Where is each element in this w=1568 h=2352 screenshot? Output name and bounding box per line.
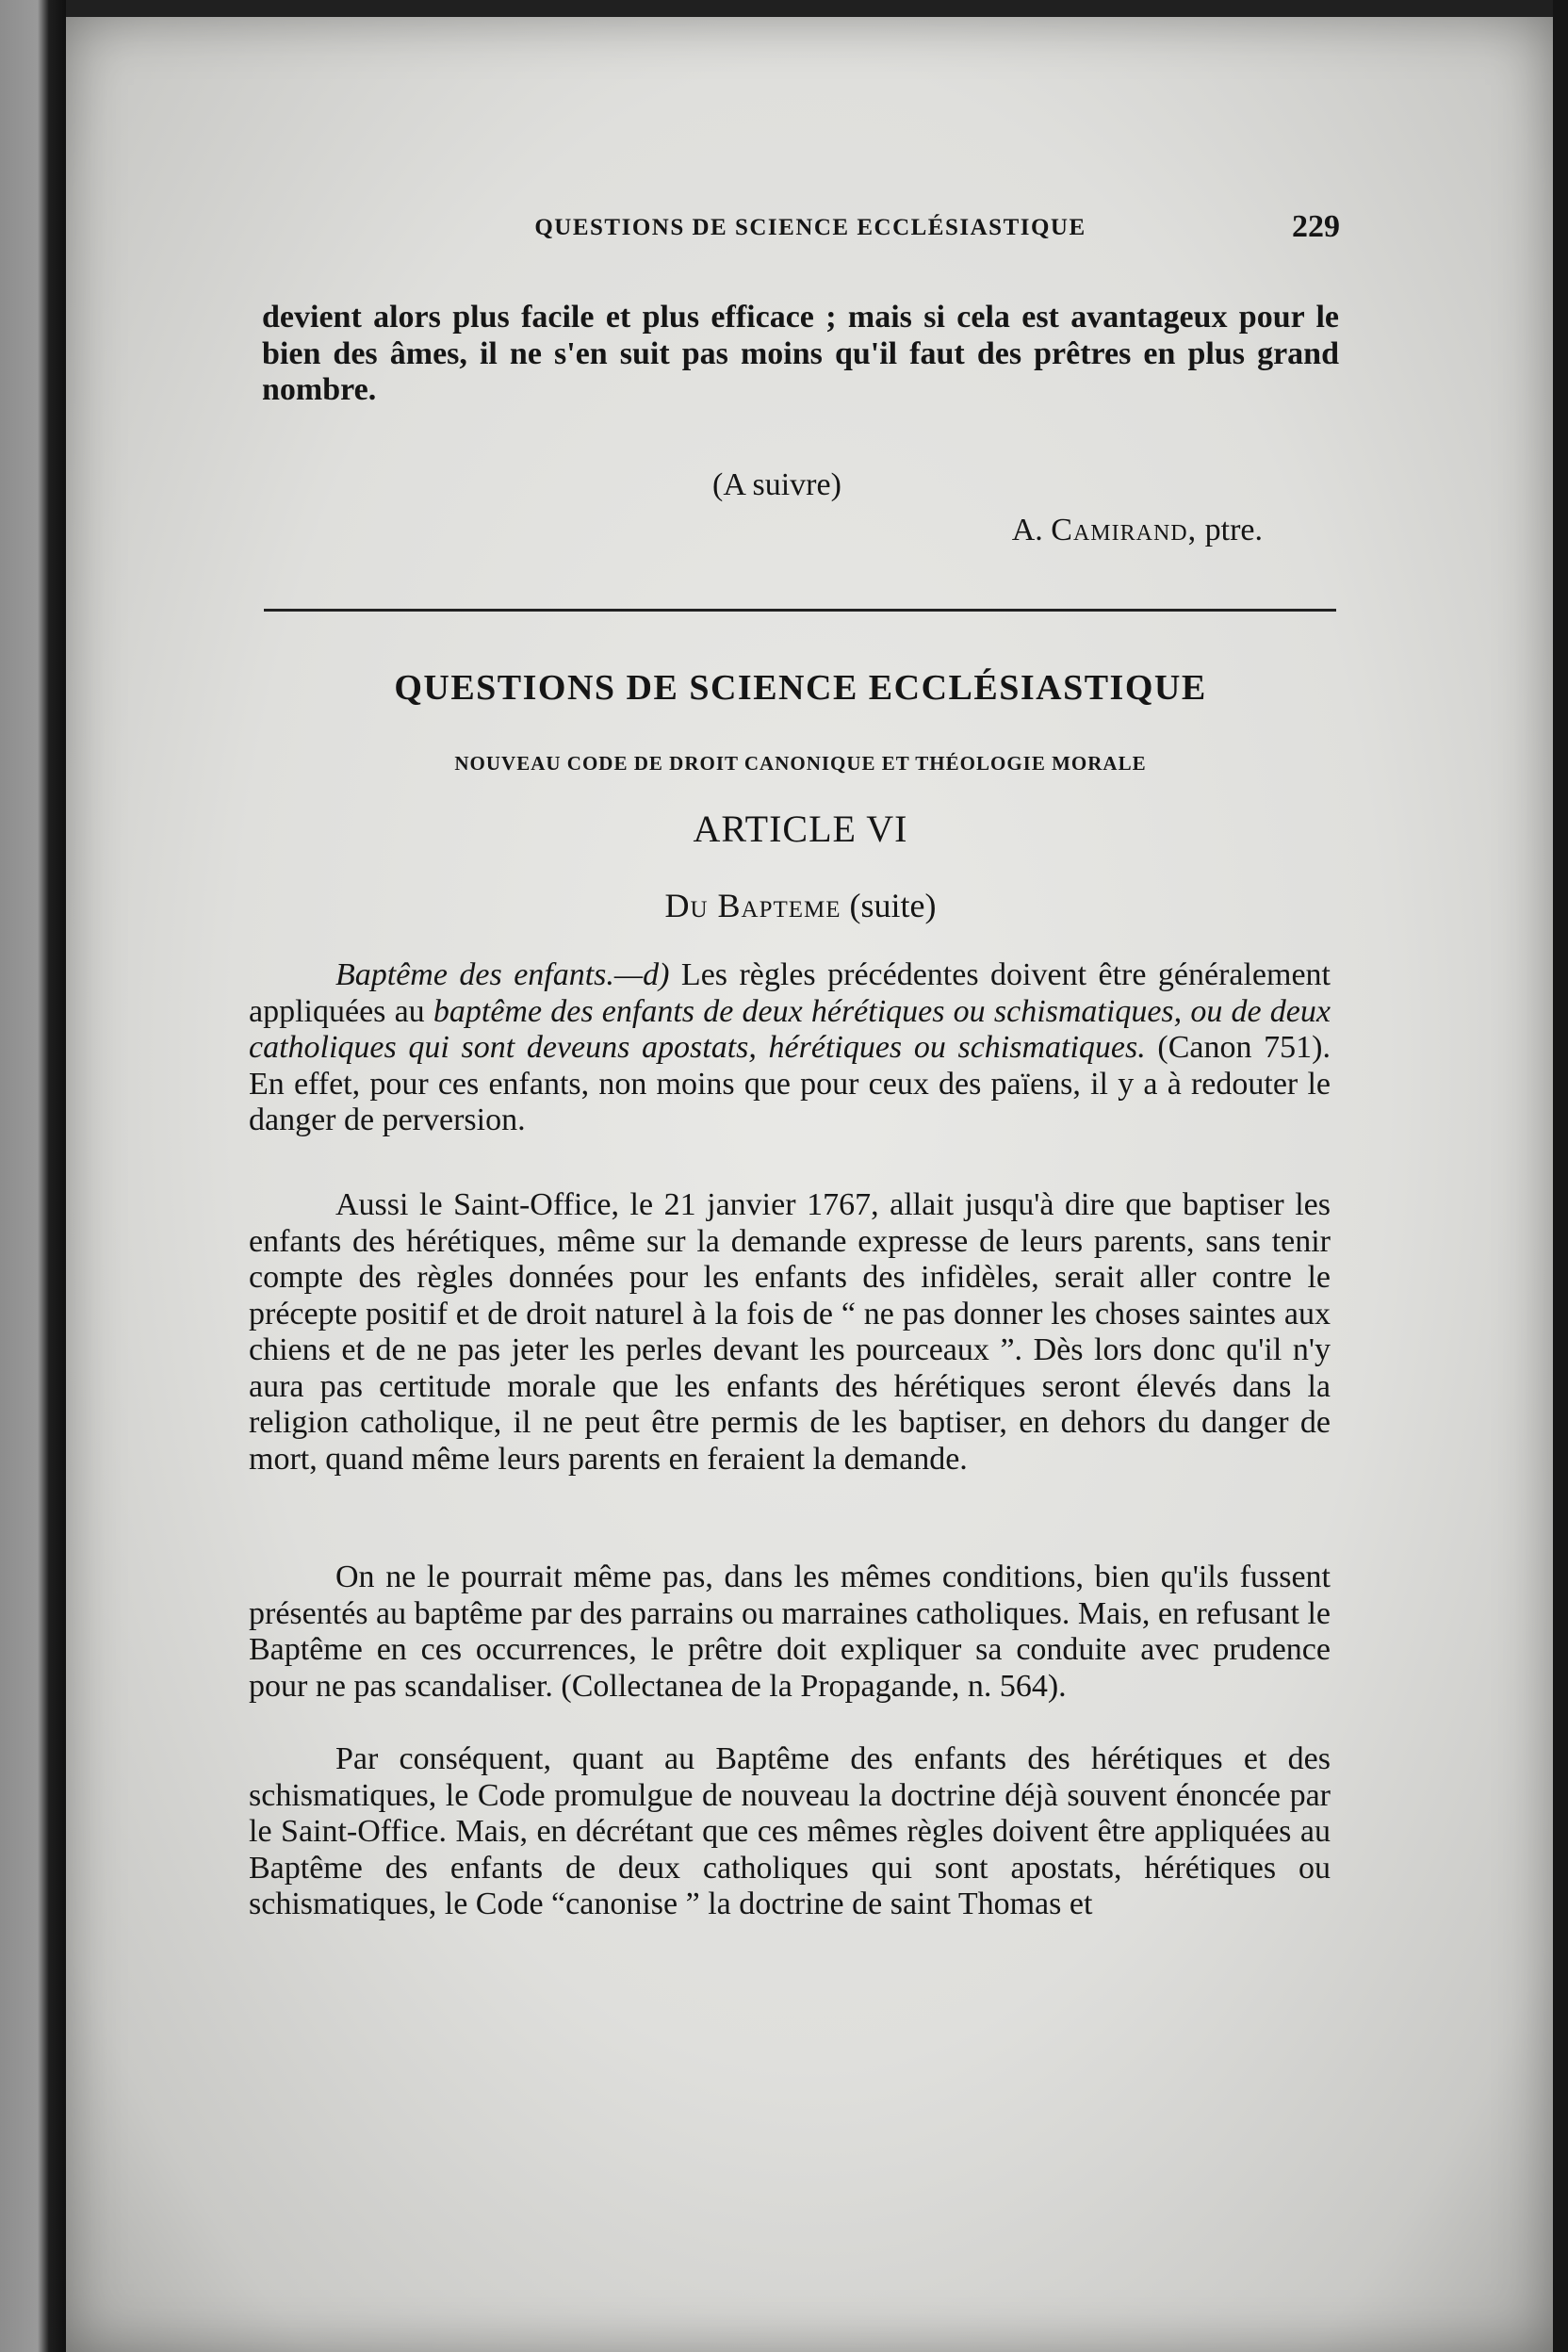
body-paragraph-4: Par conséquent, quant au Baptême des enfants des hérétiques et des schismatiques, le Code promulgue de nouveau la doctrine déjà souvent énoncée par le Saint-Office. Mais, en décrétant que ces mêmes règles doivent être appliquées au Baptême des enfants de deux catholiques qui sont apostats, hérétiques ou schismatiques, le Code “canonise ” la doctrine de saint Thomas et: [249, 1741, 1331, 1921]
author-title: ptre.: [1204, 513, 1263, 547]
body-paragraph-1: [249, 957, 1331, 1139]
article-title: QUESTIONS DE SCIENCE ECCLÉSIASTIQUE: [394, 668, 1207, 708]
paragraph-1-italic-text: baptême des enfants de deux hérétiques ou schismatiques, ou de deux catholiques qui sont deveuns apostats, hérétiques ou schismatiques.: [249, 993, 1331, 1065]
running-title: QUESTIONS DE SCIENCE ECCLÉSIASTIQUE: [534, 215, 1086, 240]
article-subtitle: NOUVEAU CODE DE DROIT CANONIQUE ET THÉOLOGIE MORALE: [454, 752, 1147, 775]
to-be-continued-note: (A suivre): [712, 467, 841, 502]
book-spine-edge: [0, 0, 66, 2352]
body-paragraph-2: Aussi le Saint-Office, le 21 janvier 1767, allait jusqu'à dire que baptiser les enfants des hérétiques, même sur la demande expresse de leurs parents, sans tenir compte des règles données pour les enfants des infidèles, serait aller contre le précepte positif et de droit naturel à la fois de “ ne pas donner les choses saintes aux chiens et de ne pas jeter les perles devant les pourceaux ”. Dès lors donc qu'il n'y aura pas certitude morale que les enfants des hérétiques seront élevés dans la religion catholique, il ne peut être permis de les baptiser, en dehors du danger de mort, quand même leurs parents en feraient la demande.: [249, 1187, 1331, 1477]
previous-article-closing-text: devient alors plus facile et plus efficace ; mais si cela est avantageux pour le bien des âmes, il ne s'en suit pas moins qu'il faut des prêtres en plus grand nombre.: [262, 300, 1339, 407]
author-signature: [923, 513, 1263, 548]
author-name: Camirand,: [1051, 513, 1198, 547]
paragraph-1-text-b: (Canon 751). En effet, pour ces enfants, non moins que pour ceux des païens, il y a à redouter le danger de perversion.: [249, 1030, 1331, 1137]
body-paragraph-3: On ne le pourrait même pas, dans les mêmes conditions, bien qu'ils fussent présentés au baptême par des parrains ou marraines catholiques. Mais, en refusant le Baptême en ces occurrences, le prêtre doit expliquer sa conduite avec prudence pour ne pas scandaliser. (Collectanea de la Propagande, n. 564).: [249, 1560, 1331, 1704]
article-number: ARTICLE VI: [693, 808, 908, 850]
section-divider-rule: [264, 609, 1336, 612]
paragraph-1-text-a: Les règles précédentes doivent être généralement appliquées au: [249, 957, 1331, 1029]
page-right-edge: [1553, 0, 1568, 2352]
page-number: 229: [1292, 209, 1340, 244]
section-suffix: (suite): [849, 887, 937, 924]
section-heading: [262, 886, 1339, 925]
section-name: Du Bapteme: [664, 887, 841, 924]
author-initial: A.: [1011, 513, 1043, 547]
paragraph-lead-heading: Baptême des enfants.—d): [335, 957, 670, 992]
